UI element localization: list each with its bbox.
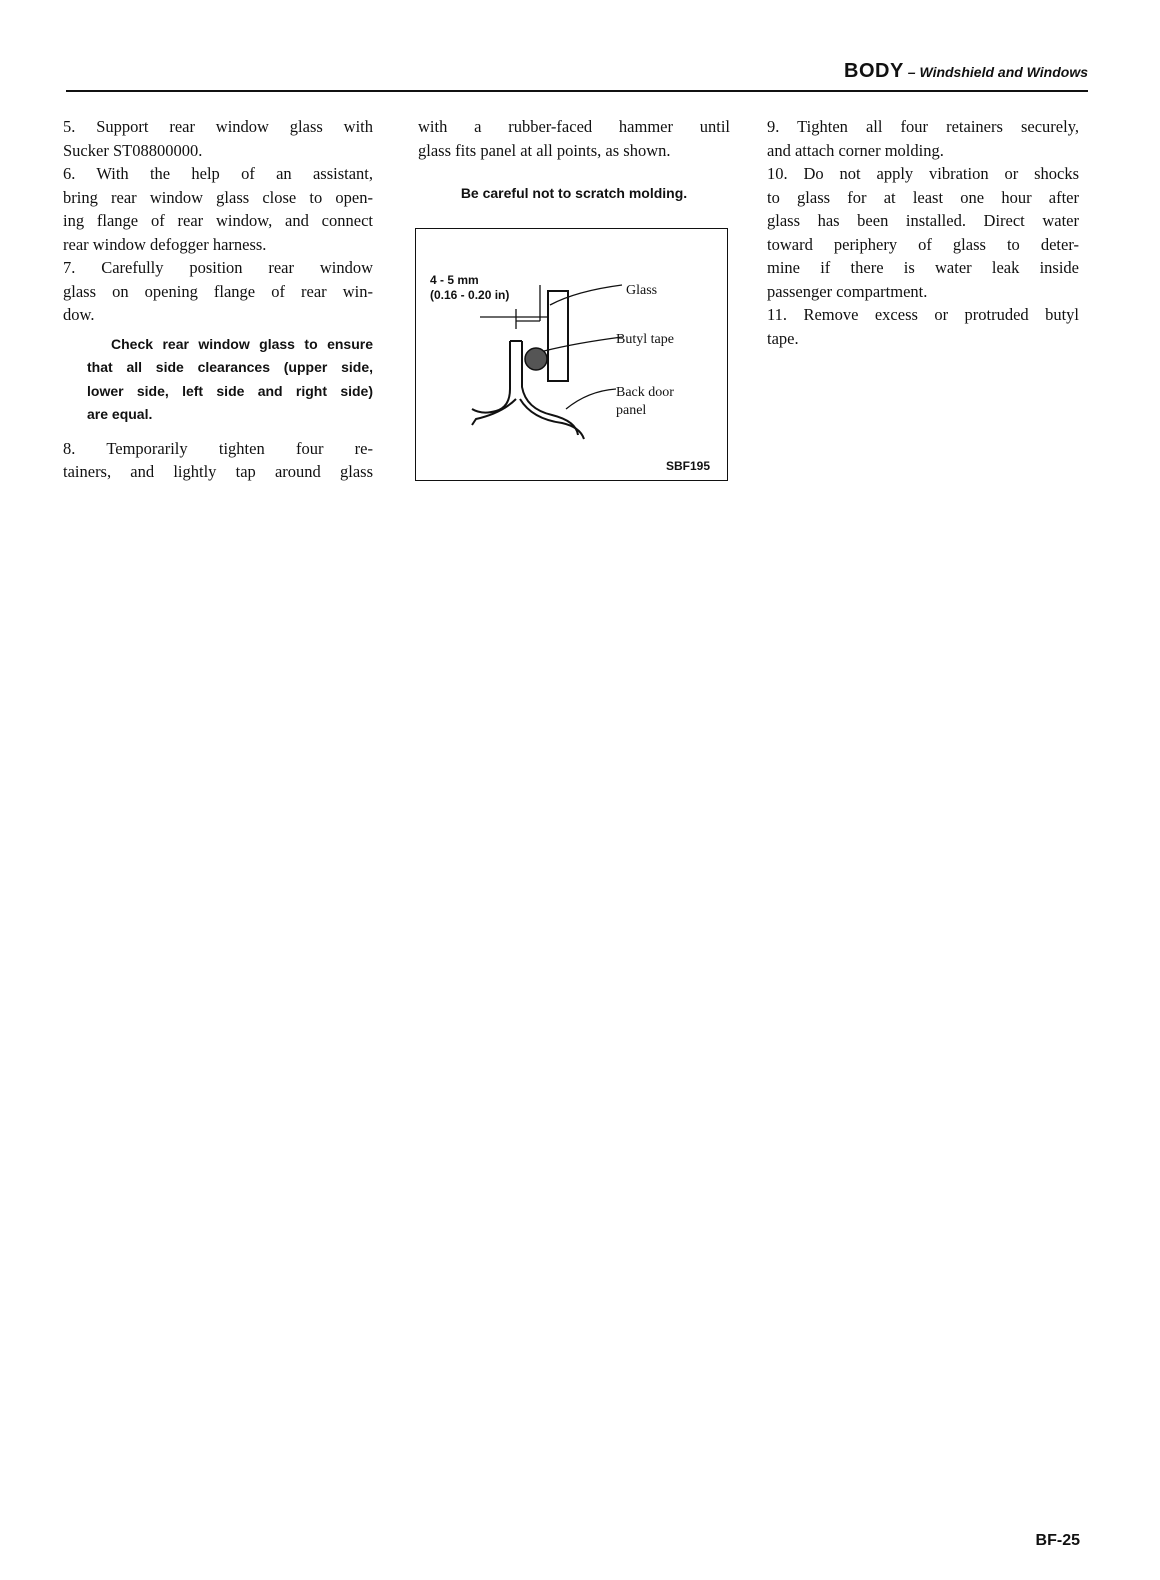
dimension-mm: 4 - 5 mm (430, 273, 479, 287)
step-11-line-2: tape. (767, 328, 799, 348)
step-6-line-4: rear window defogger harness. (63, 234, 267, 254)
caution-note: Be careful not to scratch molding. (460, 185, 688, 201)
step-6-line-3: ing flange of rear window, and connect (63, 211, 373, 230)
step-7-line-2: glass on opening flange of rear win- (63, 281, 373, 301)
step-10-line-5: mine if there is water leak inside (767, 258, 1079, 277)
clearance-note (63, 333, 373, 427)
note-line-4: are equal. (87, 406, 153, 422)
step-11-line-1: 11. Remove excess or protruded butyl (767, 305, 1079, 324)
step-10-line-6: passenger compartment. (767, 281, 928, 301)
butyl-tape-shape (525, 348, 547, 370)
glass-installation-figure (415, 228, 728, 481)
column-left (63, 115, 373, 484)
dimension-in: (0.16 - 0.20 in) (430, 288, 510, 302)
subsection-title: – Windshield and Windows (907, 64, 1088, 80)
label-back-door-1: Back door (616, 385, 674, 400)
column-right (767, 115, 1079, 350)
step-9-line-1: 9. Tighten all four retainers securely, (767, 117, 1079, 136)
note-line-2: that all side clearances (upper side, (87, 359, 373, 375)
step-8-line-2: tainers, and lightly tap around glass (63, 462, 373, 481)
step-10-line-2: to glass for at least one hour after (767, 187, 1079, 207)
page-header (66, 60, 1088, 92)
step-5-line-1: 5. Support rear window glass with (63, 117, 373, 136)
label-back-door-2: panel (616, 403, 647, 418)
page-number: BF-25 (1035, 1532, 1080, 1549)
continued-line-2: glass fits panel at all points, as shown. (418, 140, 671, 160)
step-10-line-4: toward periphery of glass to deter- (767, 234, 1079, 254)
label-butyl-tape: Butyl tape (616, 332, 674, 347)
step-7-line-3: dow. (63, 305, 95, 324)
step-8-line-1: 8. Temporarily tighten four re- (63, 438, 373, 458)
step-10-line-1: 10. Do not apply vibration or shocks (767, 164, 1079, 183)
continued-line-1: with a rubber-faced hammer until (418, 117, 730, 136)
note-line-1: Check rear window glass to ensure (111, 335, 373, 352)
note-line-3: lower side, left side and right side) (87, 382, 373, 399)
cross-section-drawing (416, 229, 729, 482)
label-glass: Glass (626, 283, 658, 298)
step-5-line-2: Sucker ST08800000. (63, 140, 203, 160)
step-7-line-1: 7. Carefully position rear window (63, 258, 373, 277)
step-6-line-2: bring rear window glass close to open- (63, 187, 373, 207)
section-title: BODY (844, 60, 904, 82)
step-6-line-1: 6. With the help of an assistant, (63, 164, 373, 183)
step-9-line-2: and attach corner molding. (767, 140, 944, 160)
figure-code: SBF195 (666, 459, 711, 473)
column-middle (418, 115, 736, 216)
step-10-line-3: glass has been installed. Direct water (767, 211, 1079, 230)
